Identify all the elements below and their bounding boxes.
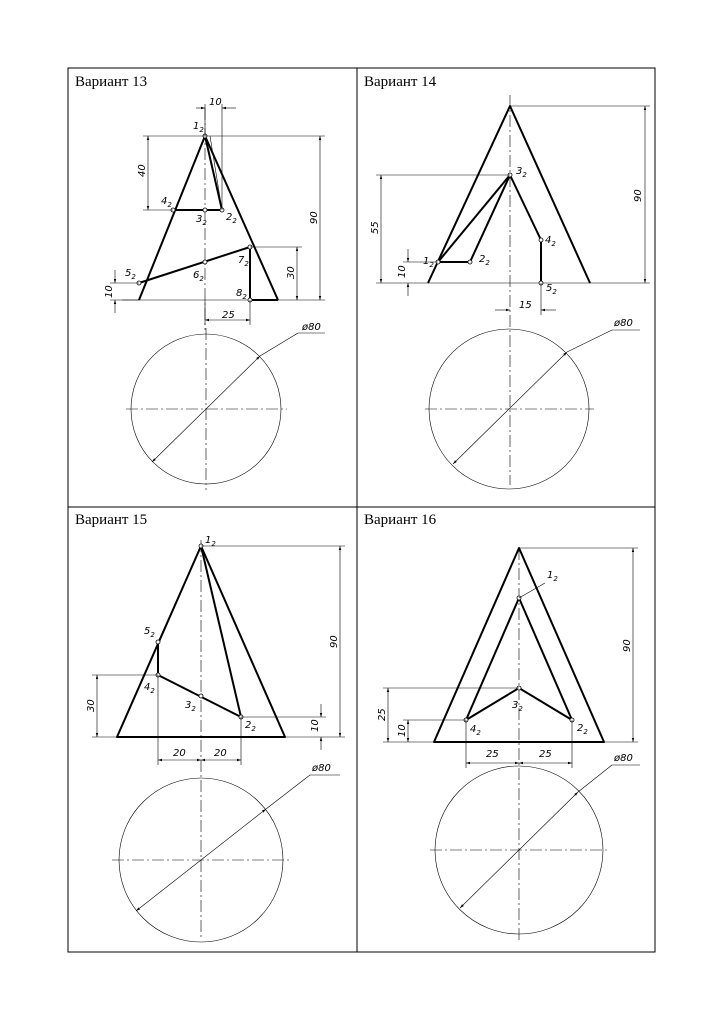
sheet-frame: [68, 68, 655, 952]
v15-section: [158, 546, 241, 717]
v13-point-5: $5_2$: [125, 268, 136, 281]
v16-dimensions: [383, 548, 638, 768]
v13-dim-10-top: 10: [209, 97, 222, 108]
v16-point-3: $3_2$: [512, 700, 523, 713]
v15-points: [156, 544, 243, 719]
v13-point-6: $6_2$: [193, 270, 204, 283]
v16-plan-view: [430, 765, 640, 934]
v16-point-1: $1_2$: [547, 570, 558, 583]
v13-dim-40: 40: [137, 164, 148, 177]
v13-section: [139, 136, 278, 300]
v14-cone-outline: [428, 106, 590, 283]
v15-plan-view: [112, 775, 340, 942]
v13-point-1: $1_2$: [193, 121, 204, 134]
v13-dim-25: 25: [222, 310, 235, 321]
variant-15-panel: [75, 512, 345, 942]
v15-point-4: $4_2$: [144, 682, 155, 695]
v14-diameter: ø80: [614, 318, 633, 329]
v13-point-8: $8_2$: [236, 288, 247, 301]
v15-point-5: $5_2$: [144, 626, 155, 639]
v13-dim-10-left: 10: [104, 285, 115, 298]
v15-point-2: $2_2$: [245, 720, 256, 733]
variant-15-title: Вариант 15: [75, 512, 148, 528]
v16-dim-25-right: 25: [539, 749, 552, 760]
variant-14-title: Вариант 14: [364, 74, 437, 90]
variant-13-title: Вариант 13: [75, 74, 148, 90]
v16-dim-90: 90: [622, 639, 633, 652]
v16-dim-25-vertical: 25: [377, 708, 388, 721]
v14-point-3: $3_2$: [516, 166, 527, 179]
v15-dim-30: 30: [86, 699, 97, 712]
v13-dim-90: 90: [309, 211, 320, 224]
v15-point-3: $3_2$: [185, 700, 196, 713]
v13-point-2: $2_2$: [226, 212, 237, 225]
variant-13-panel: [75, 74, 325, 490]
variant-16-panel: [364, 512, 640, 940]
v13-point-7: $7_2$: [238, 255, 249, 268]
v16-point-2: $2_2$: [577, 723, 588, 736]
v14-plan-view: [425, 329, 640, 489]
v13-diameter: ø80: [302, 322, 321, 333]
v16-leader-1: [519, 583, 545, 598]
v14-point-5: $5_2$: [546, 283, 557, 296]
v14-dimensions: [376, 106, 650, 315]
v15-point-1: $1_2$: [205, 535, 216, 548]
v16-point-4: $4_2$: [470, 724, 481, 737]
variant-16-title: Вариант 16: [364, 512, 437, 528]
v16-dim-25-left: 25: [486, 749, 499, 760]
v14-dim-55: 55: [370, 221, 381, 234]
v15-dim-20-left: 20: [173, 748, 186, 759]
v15-dim-90: 90: [329, 635, 340, 648]
variant-14-panel: [364, 74, 650, 489]
v16-dim-10: 10: [397, 724, 408, 737]
v15-dim-20-right: 20: [214, 748, 227, 759]
v13-dim-30: 30: [286, 266, 297, 279]
v14-point-2: $2_2$: [479, 254, 490, 267]
v14-point-4: $4_2$: [545, 235, 556, 248]
v14-dim-10: 10: [397, 265, 408, 278]
v15-dim-10: 10: [310, 719, 321, 732]
v15-diameter: ø80: [312, 763, 331, 774]
v14-dim-90: 90: [633, 189, 644, 202]
v14-point-1: $1_2$: [423, 256, 434, 269]
v13-point-4: $4_2$: [161, 196, 172, 209]
v13-point-3: $3_2$: [196, 214, 207, 227]
v13-plan-view: [126, 328, 325, 490]
v15-dimensions: [92, 546, 345, 765]
v16-diameter: ø80: [614, 753, 633, 764]
v14-dim-15: 15: [519, 300, 532, 311]
